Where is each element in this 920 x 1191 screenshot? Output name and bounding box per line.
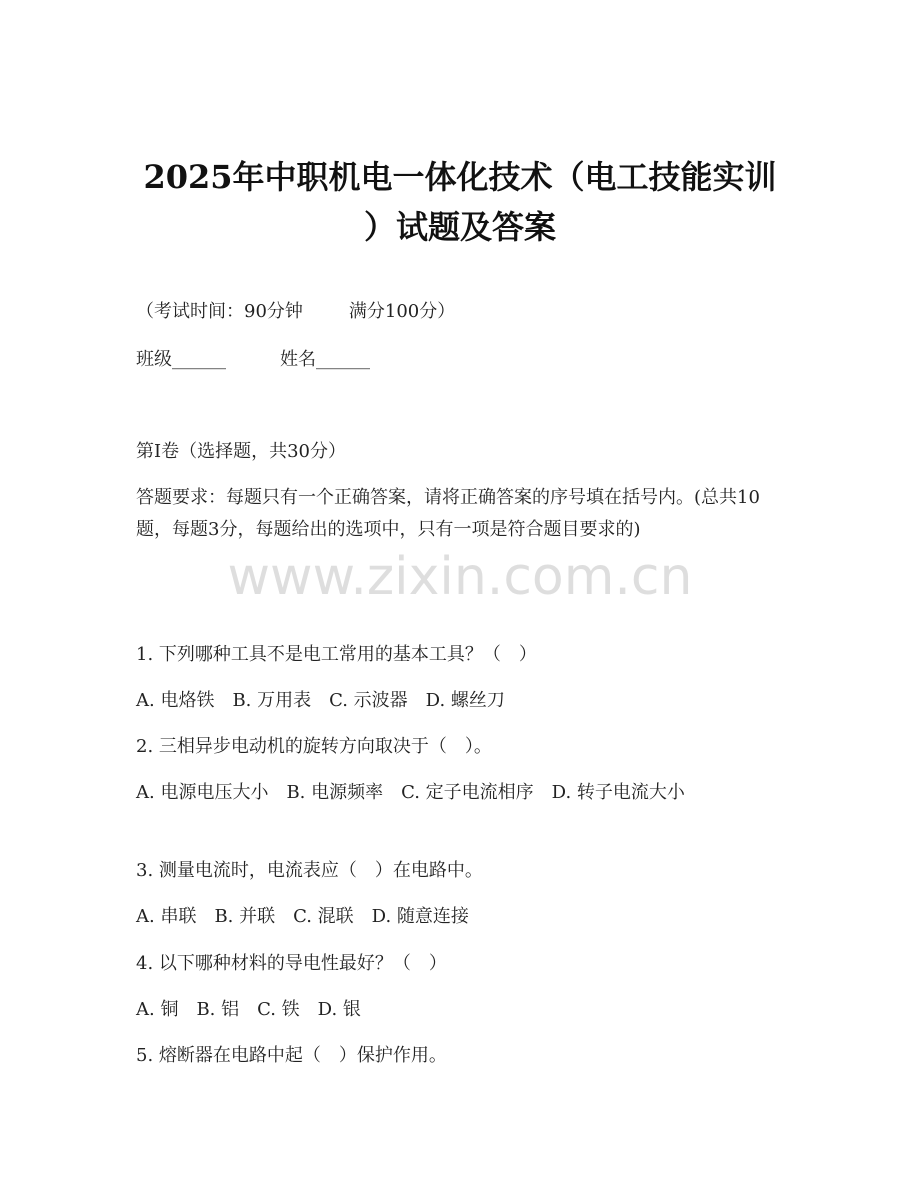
question-2-options: A. 电源电压大小 B. 电源频率 C. 定子电流相序 D. 转子电流大小 (136, 782, 685, 803)
question-3-stem: 3. 测量电流时，电流表应（ ）在电路中。 (136, 860, 483, 881)
section-instructions: 答题要求：每题只有一个正确答案，请将正确答案的序号填在括号内。(总共10题，每题3分，每题给出的选项中，只有一项是符合题目要求的) (136, 487, 760, 540)
section-heading: 第I卷（选择题，共30分） (136, 441, 347, 462)
exam-score: 满分100分） (348, 301, 456, 322)
question-4-options: A. 铜 B. 铝 C. 铁 D. 银 (136, 999, 361, 1020)
class-field: 班级______ (136, 349, 226, 370)
watermark: www.zixin.com.cn (227, 547, 693, 607)
question-3-options: A. 串联 B. 并联 C. 混联 D. 随意连接 (136, 906, 469, 927)
exam-info (136, 298, 455, 326)
question-2-stem: 2. 三相异步电动机的旋转方向取决于（ ）。 (136, 736, 492, 757)
name-field: 姓名______ (280, 349, 370, 370)
question-5-stem: 5. 熔断器在电路中起（ ）保护作用。 (136, 1045, 447, 1066)
exam-time: （考试时间：90分钟 (136, 301, 303, 322)
question-1-stem: 1. 下列哪种工具不是电工常用的基本工具？（ ） (136, 644, 537, 665)
document-title-line-1: 2025年中职机电一体化技术（电工技能实训 (143, 158, 777, 196)
question-4-stem: 4. 以下哪种材料的导电性最好？（ ） (136, 953, 447, 974)
document-title-line-2: ）试题及答案 (363, 208, 556, 246)
question-1-options: A. 电烙铁 B. 万用表 C. 示波器 D. 螺丝刀 (136, 690, 505, 711)
student-info (136, 346, 370, 374)
